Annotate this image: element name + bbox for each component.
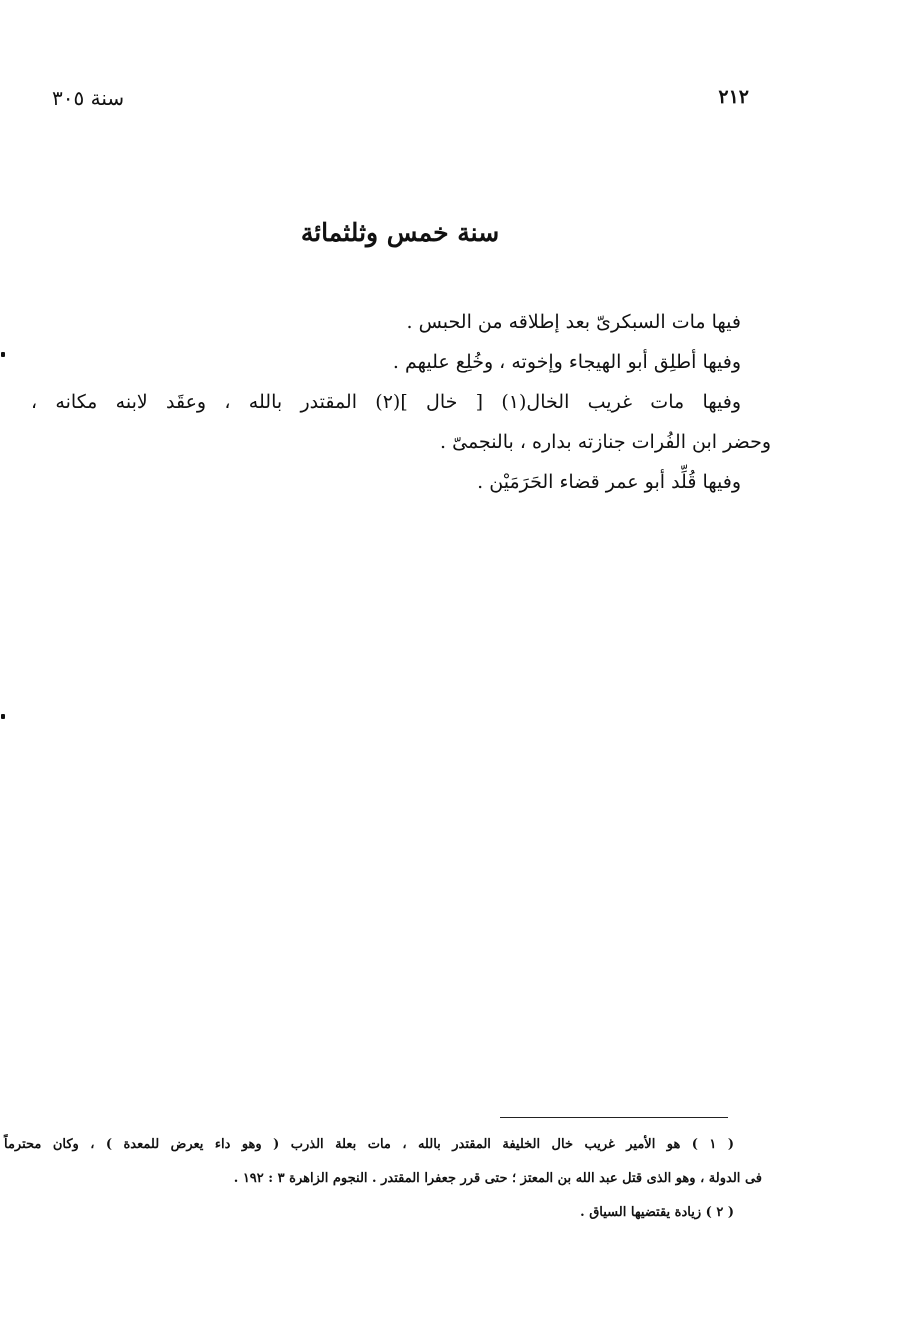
body-line: فيها مات السبكرىّ بعد إطلاقه من الحبس .	[406, 311, 741, 333]
section-title: سنة خمس وثلثمائة	[300, 218, 500, 247]
footnotes	[4, 1128, 762, 1230]
body-line: وفيها مات غريب الخال(١) [ خال ](٢) المقتدر بالله ، وعقَد لابنه مكانه ،	[31, 391, 741, 413]
page-number: ٢١٢	[718, 86, 749, 108]
body-line: وفيها قُلِّد أبو عمر قضاء الحَرَمَيْن .	[477, 471, 741, 493]
margin-mark	[1, 352, 5, 357]
body-text	[31, 302, 771, 502]
body-line: وفيها أطلِق أبو الهيجاء وإخوته ، وخُلِع عليهم .	[392, 351, 741, 373]
footnote-line: ( ٢ ) زيادة يقتضيها السياق .	[580, 1205, 734, 1220]
footnote-line: ( ١ ) هو الأمير غريب خال الخليفة المقتدر بالله ، مات بعلة الذرب ( وهو داء يعرض للمعدة ) ، وكان محترماً	[4, 1137, 734, 1152]
running-year-heading: سنة ٣٠٥	[52, 86, 125, 110]
margin-mark	[1, 714, 5, 719]
footnote-line: فى الدولة ، وهو الذى قتل عبد الله بن المعتز ؛ حتى قرر جعفرا المقتدر . النجوم الزاهرة ٣ : ١٩٢ .	[233, 1171, 762, 1186]
footnote-divider	[500, 1117, 728, 1118]
body-line: وحضر ابن الفُرات جنازته بداره ، بالنجمىّ .	[440, 431, 771, 453]
